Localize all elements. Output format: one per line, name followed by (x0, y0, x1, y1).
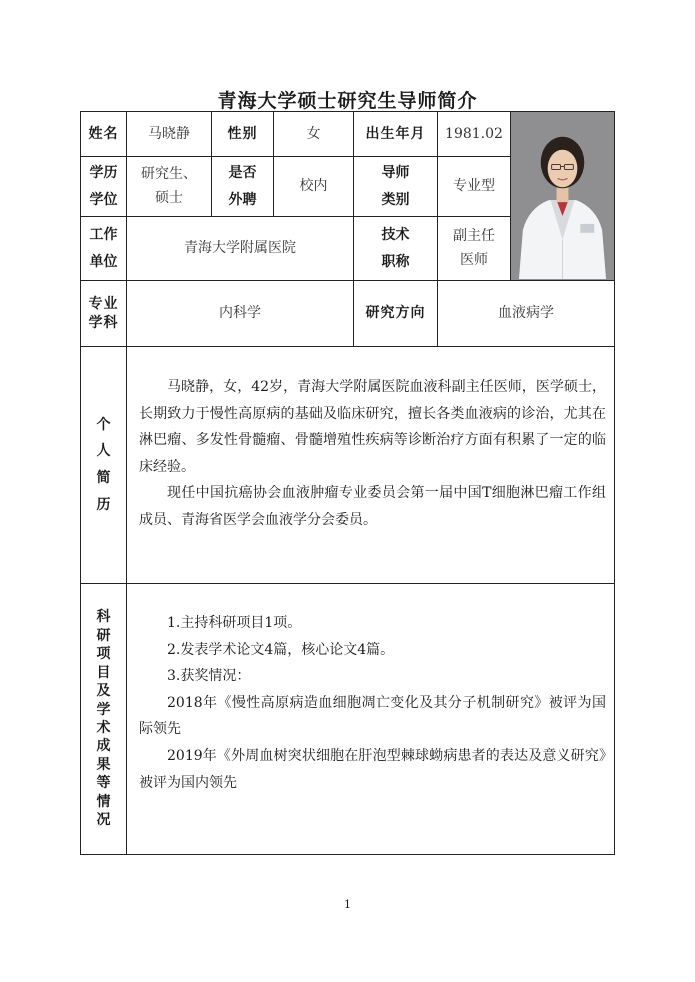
profile-table (80, 111, 615, 855)
research-direction-label: 研究方向 (354, 281, 438, 347)
gender-value: 女 (274, 112, 354, 157)
name-label: 姓名 (81, 112, 127, 157)
research-item: 2.发表学术论文4篇，核心论文4篇。 (167, 641, 395, 658)
research-item: 3.获奖情况： (167, 668, 251, 685)
research-achievements-label: 科 研 项 目 及 学 术 成 果 等 情 况 (81, 584, 127, 855)
birth-value: 1981.02 (438, 112, 511, 157)
external-value: 校内 (274, 157, 354, 217)
workplace-label: 工作 单位 (81, 217, 127, 281)
name-value: 马晓静 (127, 112, 212, 157)
research-achievements-content (127, 584, 615, 855)
research-direction-value: 血液病学 (438, 281, 615, 347)
external-label: 是否 外聘 (212, 157, 274, 217)
biography-content (127, 347, 615, 584)
biography-paragraph: 马晓静，女，42岁，青海大学附属医院血液科副主任医师，医学硕士，长期致力于慢性高原病的基础及临床研究，擅长各类血液病的诊治，尤其在淋巴瘤、多发性骨髓瘤、骨髓增殖性疾病等诊断治疗方面有积累了一定的临床经验。 (139, 379, 606, 475)
mentor-type-value: 专业型 (438, 157, 511, 217)
document-title: 青海大学硕士研究生导师简介 (217, 90, 478, 112)
row-research (81, 584, 615, 855)
birth-label: 出生年月 (354, 112, 438, 157)
education-value: 研究生、 硕士 (127, 157, 212, 217)
professional-title-label: 技术 职称 (354, 217, 438, 281)
research-item: 2018年《慢性高原病造血细胞凋亡变化及其分子机制研究》被评为国际领先 (139, 694, 606, 738)
workplace-value: 青海大学附属医院 (127, 217, 354, 281)
gender-label: 性别 (212, 112, 274, 157)
major-label: 专业学科 (81, 281, 127, 347)
row-biography (81, 347, 615, 584)
page-number: 1 (344, 898, 351, 911)
portrait-photo (511, 112, 615, 281)
biography-label: 个 人 简 历 (81, 347, 127, 584)
major-value: 内科学 (127, 281, 354, 347)
education-label: 学历 学位 (81, 157, 127, 217)
biography-paragraph: 现任中国抗癌协会血液肿瘤专业委员会第一届中国T细胞淋巴瘤工作组成员、青海省医学会血液学分会委员。 (139, 485, 606, 528)
portrait-illustration (511, 113, 614, 279)
row-major (81, 281, 615, 347)
research-item: 1.主持科研项目1项。 (167, 615, 302, 631)
research-item: 2019年《外周血树突状细胞在肝泡型棘球蚴病患者的表达及意义研究》被评为国内领先 (139, 747, 606, 791)
mentor-type-label: 导师 类别 (354, 157, 438, 217)
row-basic-info (81, 112, 615, 157)
professional-title-value: 副主任 医师 (438, 217, 511, 281)
